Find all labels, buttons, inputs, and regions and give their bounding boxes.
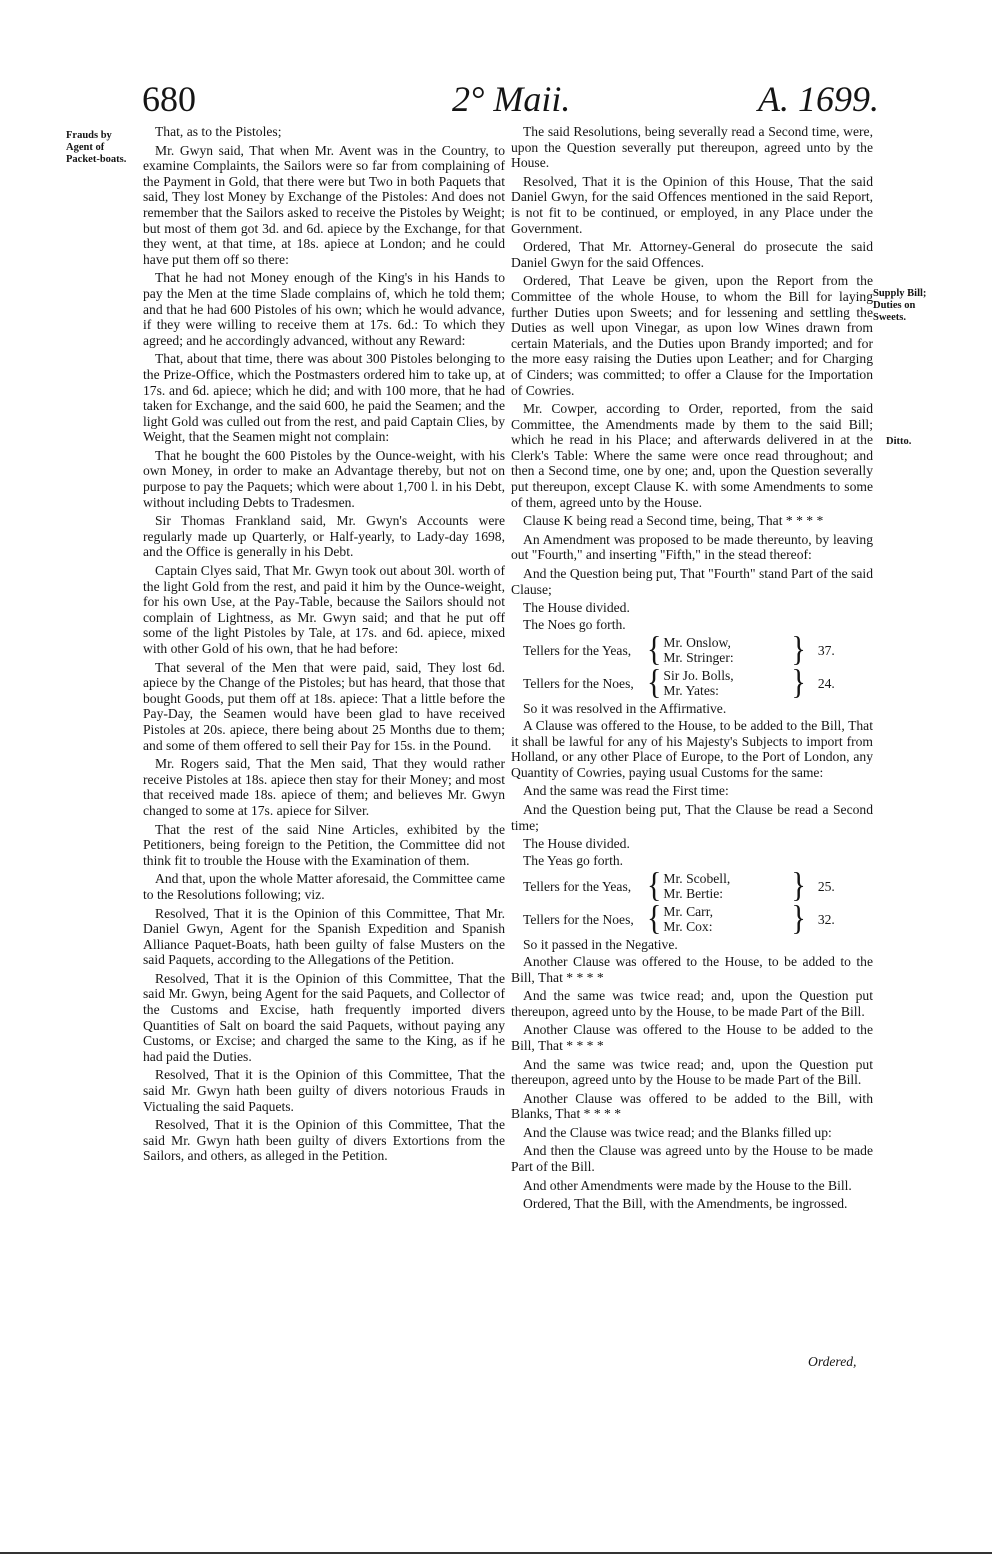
paragraph: Another Clause was offered to be added to the Bill, with Blanks, That * * * * [511,1090,873,1122]
paragraph: Mr. Rogers said, That the Men said, That they would rather receive Pistoles at 18s. apiece then stay for their Money; and most that received made 18s. apiece of them; and believes Mr. Gwyn changed to some at 17s. apiece for Silver. [143,756,505,818]
right-brace: } [791,899,806,938]
paragraph: That the rest of the said Nine Articles, exhibited by the Petitioners, being foreign to the Petition, the Committee did not think fit to trouble the House with the Examination of them. [143,821,505,868]
paragraph: A Clause was offered to the House, to be added to the Bill, That it shall be lawful for any of his Majesty's Subjects to import from Holland, or any other Place of Europe, to the Port of London, any Quantity of Cowries, paying usual Customs for the same: [511,718,873,780]
left-brace: { [647,630,662,669]
division-line: The House divided. [523,836,630,852]
catchword: Ordered, [808,1354,857,1369]
vote-count: 37. [817,642,835,658]
division-line: The Noes go forth. [523,616,626,632]
tellers-yeas-1 [511,630,873,669]
paragraph: That he bought the 600 Pistoles by the Ounce-weight, with his own Money, in order to make an Advantage thereby, but not on purpose to pay the Paquets; which were about 1,700 l. in his Debt, without including Debts to Tradesmen. [143,447,505,510]
paragraph: And the Question being put, That "Fourth" stand Part of the said Clause; [511,566,873,597]
right-brace: } [791,663,806,702]
tellers-label: Tellers for the Yeas, [523,642,632,658]
teller-names: Mr. Scobell, Mr. Bertie: [663,871,731,902]
paragraph: Clause K being read a Second time, being, That * * * * [523,513,824,529]
tellers-label: Tellers for the Noes, [523,675,634,691]
paragraph: And then the Clause was agreed unto by the House to be made Part of the Bill. [511,1143,873,1175]
page-date: 2° Maii. [452,79,571,119]
division-line: The Yeas go forth. [523,852,624,868]
paragraph: And that, upon the whole Matter aforesaid, the Committee came to the Resolutions following; viz. [143,871,505,902]
bottom-rule [0,1552,992,1554]
paragraph: Another Clause was offered to the House to be added to the Bill, That * * * * [511,1022,873,1053]
left-brace: { [647,866,662,905]
paragraph: That, about that time, there was about 300 Pistoles belonging to the Prize-Office, which the Postmasters ordered him to take up, at 17s. and 6d. apiece; which he did; and with 100 more, that he had taken for Exchange, and the said 600, he paid the Seamen; and the light Gold was culled out from the rest, and paid Captain Clies, by Weight, that the Seamen might not complain: [143,351,505,445]
page-year: A. 1699. [758,79,879,119]
right-column [511,124,873,1215]
paragraph: Mr. Gwyn said, That when Mr. Avent was in the Country, to examine Complaints, the Sailors were so far from complaining of the Payment in Gold, that there were but Two in both Paquets that said, They lost Money by Exchange of the Pistoles: And does not remember that the Sailors asked to receive the Pistoles by Weight; but most of them got 3d. and 6d. apiece by the Exchange, for that they went, at that time, at 18s. apiece at London; and he could have put them off so there: [143,142,505,267]
paragraph: Resolved, That it is the Opinion of this Committee, That the said Mr. Gwyn, being Agent for the said Paquets, and Collector of the Customs and Excise, hath frequently imported divers Quantities of Salt on board the said Paquets, without paying any Customs, or Excise; and charged the same to the King, as if he had paid the Duties. [143,970,505,1064]
division-result: So it passed in the Negative. [523,937,678,953]
paragraph: Captain Clyes said, That Mr. Gwyn took out about 30l. worth of the light Gold from the rest, and paid it him by the Ounce-weight, for his own Use, at the Pay-Table, because the Sailors should not complain of Lightness, as Mr. Gwyn said; and that he put off some of the light Pistoles by Tale, at 17s. and 6d. apiece, mixed with other Gold of his own, that he had before: [143,563,505,656]
right-brace: } [791,866,806,905]
paragraph: And the same was twice read; and, upon the Question put thereupon, agreed unto by the House to be made Part of the Bill. [511,1056,873,1088]
paragraph: And the same was twice read; and, upon the Question put thereupon, agreed unto by the House, to be made Part of the Bill. [511,988,873,1019]
vote-count: 25. [817,878,835,894]
left-brace: { [647,663,662,702]
paragraph: And the Question being put, That the Clause be read a Second time; [511,801,873,833]
tellers-yeas-2 [511,866,873,905]
paragraph: Another Clause was offered to the House, to be added to the Bill, That * * * * [511,953,873,985]
teller-names: Mr. Onslow, Mr. Stringer: [663,635,734,666]
margin-note-ditto: Ditto. [886,436,912,447]
paragraph: Resolved, That it is the Opinion of this Committee, That the said Mr. Gwyn hath been guilty of divers Extortions from the Sailors, and others, as alleged in the Petition. [143,1117,505,1164]
division-line: The House divided. [523,600,630,616]
right-brace: } [791,630,806,669]
left-column [143,124,505,1167]
division-result: So it was resolved in the Affirmative. [523,701,727,717]
paragraph: Ordered, That the Bill, with the Amendments, be ingrossed. [523,1196,848,1212]
paragraph: That he had not Money enough of the King's in his Hands to pay the Men at the time Slade complains of, which he told them; and that he had 600 Pistoles of his own; which he would advance, if they were willing to receive them at 17s. 6d.: To which they agreed; and he accordingly advanced, without any Reward: [143,270,505,348]
paragraph: Resolved, That it is the Opinion of this House, That the said Daniel Gwyn, for the said Offences mentioned in the said Report, is not fit to be continued, or employed, in any Place under the Government. [511,173,873,236]
paragraph: An Amendment was proposed to be made thereunto, by leaving out "Fourth," and inserting "Fifth," in the stead thereof: [511,531,873,563]
paragraph: And the same was read the First time: [523,783,729,799]
paragraph: That several of the Men that were paid, said, They lost 6d. apiece by the Change of the Pistoles; but has heard, that those that bought Goods, put them off at 18s. apiece: That a little before the Pay-Day, the Seamen would have been glad to have received Pistoles at 20s. apiece, there being about 25 Months due to them; and some of them offered to sell their Pay for 15s. in the Pound. [143,659,505,753]
paragraph: Resolved, That it is the Opinion of this Committee, That Mr. Daniel Gwyn, Agent for the Spanish Expedition and Spanish Alliance Paquet-Boats, hath been guilty of false Musters on the said Paquets, according to the Allegations of the Petition. [143,905,505,968]
paragraph: Resolved, That it is the Opinion of this Committee, That the said Mr. Gwyn hath been guilty of divers notorious Frauds in Victualing the said Paquets. [143,1067,505,1114]
margin-note-frauds: Frauds by Agent of Packet-boats. [66,130,127,165]
tellers-noes-2 [511,899,873,938]
tellers-noes-1 [511,663,873,702]
margin-note-supply: Supply Bill; Duties on Sweets. [873,288,927,323]
vote-count: 32. [817,911,835,927]
paragraph: The said Resolutions, being severally read a Second time, were, upon the Question severally put thereupon, agreed unto by the House. [511,124,873,171]
left-brace: { [647,899,662,938]
paragraph: Mr. Cowper, according to Order, reported, from the said Committee, the Amendments made by them to the said Bill; which he read in his Place; and afterwards delivered in at the Clerk's Table: Where the same were once read throughout; and then a Second time, one by one; and, upon the Question severally put thereupon, except Clause K. with some Amendments to some of them, agreed unto by the House. [511,401,873,510]
paragraph: Ordered, That Leave be given, upon the Report from the Committee of the whole House, to whom the Bill for laying further Duties upon Sweets; and for lessening and settling the Duties as well upon Vinegar, as upon low Wines drawn from certain Materials, and the Duties upon Brandy imported; and for the more easy raising the Duties upon Leather; and for Charging of Cinders; was committed; to offer a Clause for the Importation of Cowries. [511,273,873,398]
page-number: 680 [142,79,196,119]
vote-count: 24. [817,675,835,691]
paragraph: Sir Thomas Frankland said, Mr. Gwyn's Accounts were regularly made up Quarterly, or Half-yearly, to Lady-day 1698, and the Office is generally in his Debt. [143,513,505,560]
paragraph: And other Amendments were made by the House to the Bill. [523,1177,852,1193]
teller-names: Mr. Carr, Mr. Cox: [663,904,714,935]
tellers-label: Tellers for the Noes, [523,911,634,927]
teller-names: Sir Jo. Bolls, Mr. Yates: [663,668,734,699]
paragraph: Ordered, That Mr. Attorney-General do prosecute the said Daniel Gwyn for the said Offences. [511,239,873,270]
paragraph: That, as to the Pistoles; [155,124,282,139]
paragraph: And the Clause was twice read; and the Blanks filled up: [523,1124,832,1140]
tellers-label: Tellers for the Yeas, [523,878,632,894]
